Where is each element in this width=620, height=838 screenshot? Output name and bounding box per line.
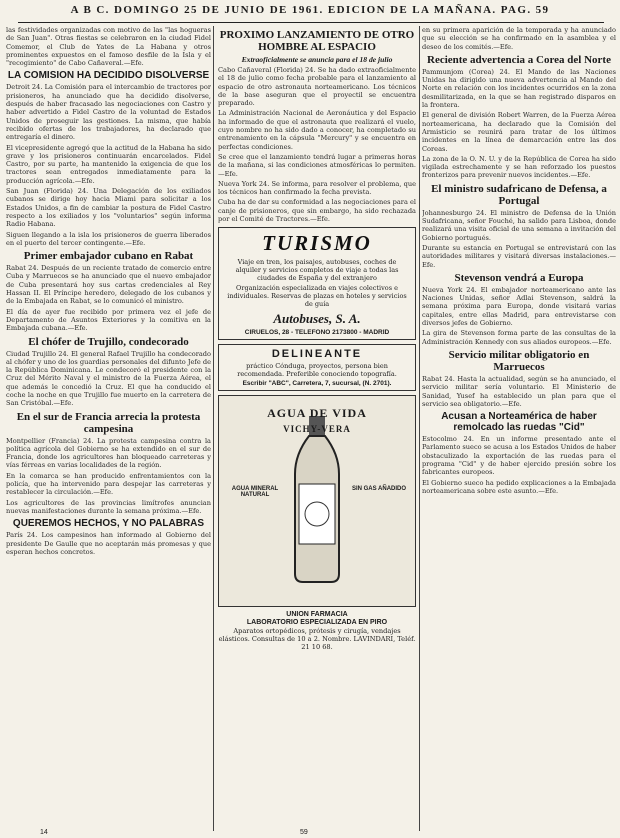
headline: Primer embajador cubano en Rabat: [23, 250, 194, 263]
article-paragraph: El general de división Robert Warren, de la Fuerza Aérea norteamericana, ha declarado que la Comisión del Armisticio se reunirá para tratar de los últimos incidentes en la línea de demarcación entre las dos Coreas.: [422, 111, 616, 153]
pharmacy-advertisement: [218, 611, 416, 651]
ad-side-text: SIN GAS AÑADIDO: [351, 486, 407, 493]
headline: Stevenson vendrá a Europa: [454, 271, 584, 284]
article-paragraph: Siguen llegando a la isla los prisioneros de guerra liberados en el puerto del tercer contingente.—Efe.: [6, 230, 211, 247]
article-paragraph: Montpellier (Francia) 24. La protesta campesina contra la política agrícola del Gobierno se ha extendido en el sur de Francia, donde los agricultores han bloqueado carreteras y vías férreas en varias localidades de la región.: [6, 436, 211, 470]
article-paragraph: Nueva York 24. Se informa, para resolver el problema, que los técnicos han confirmado la fecha prevista.: [218, 179, 416, 197]
article-paragraph: Se cree que el lanzamiento tendrá lugar a primeras horas de la mañana, si las condiciones atmosféricas lo permiten.—Efe.: [218, 152, 416, 178]
ad-brand: Autobuses, S. A.: [273, 311, 361, 327]
article-paragraph: Cuba ha de dar su conformidad a las negociaciones para el canje de prisioneros, que sin embargo, ha sido rechazada por el Comité de Tractores.—Efe.: [218, 198, 416, 224]
ad-title-line: AGUA DE VIDA: [267, 406, 367, 421]
article-paragraph: Durante su estancia en Portugal se entrevistará con las autoridades militares y visitará diversas instalaciones.—Efe.: [422, 243, 616, 269]
ad-side-text: AGUA MINERAL NATURAL: [231, 486, 279, 499]
article-paragraph: Estocolmo 24. En un informe presentado ante el Parlamento sueco se acusa a los Estados Unidos de haber obstaculizado la exportación de las ruedas para el programa "Cid" y de haber ejercido presión sobre los fabricantes europeos.: [422, 435, 616, 477]
mineral-water-advertisement: [218, 395, 416, 607]
article-paragraph: las festividades organizadas con motivo de las "las hogueras de San Juan". Otras fiestas se celebraron en la ciudad Fidel Comemor, el Club de Yates de La Habana y otros prominentes expuestos en el famoso desfile de la Isla y el "recogimiento" de Cabo Cañaveral.—Efe.: [6, 26, 211, 68]
article-paragraph: La zona de la O. N. U. y de la República de Corea ha sido vigilada estrechamente y se han reforzado los puestos fronterizos para prevenir nuevos incidentes.—Efe.: [422, 154, 616, 180]
article-paragraph: en su primera aparición de la temporada y ha anunciado que su elección se ha confirmado en la asamblea y el deseo de los comités.—Efe.: [422, 26, 616, 51]
article-paragraph: La Administración Nacional de Aeronáutica y del Espacio ha informado de que el astronauta que realizará el vuelo, cuyo nombre no ha sido dado a conocer, ha completado su entrenamiento en la cápsula "Mercury" y se encuentra en perfectas condiciones.: [218, 109, 416, 151]
page-header: A B C. DOMINGO 25 DE JUNIO DE 1961. EDICION DE LA MAÑANA. PAG. 59: [70, 4, 550, 16]
ad-subtitle: VICHY-VERA: [283, 424, 351, 435]
ad-text: práctico Cónduga, proyectos, persona bien recomendada. Preferible conociendo topografía.: [237, 362, 397, 379]
article-paragraph: Cabo Cañaveral (Florida) 24. Se ha dado extraoficialmente el 18 de julio como fecha probable para el lanzamiento al espacio de otro astronauta norteamericano. Los técnicos de la base aseguran que el proyectil se encuentra preparado.: [218, 66, 416, 108]
article-paragraph: San Juan (Florida) 24. Una Delegación de los exiliados cubanos se dirige hoy hacia Miami para solicitar a los Estados Unidos, a fin de cambiar la postura de Fidel Castro respecto a los exiliados y los "voluntarios" según informa Radio Habana.: [6, 187, 211, 229]
article-paragraph: Ciudad Trujillo 24. El general Rafael Trujillo ha condecorado al chófer y uno de los guardias personales del difunto Jefe de la República Dominicana. Le condecoró el presidente con la Cruz del Mérito Naval y el ministro de la Fuerza Aérea, el que además le concedió la Cruz. El que ha conducido el coche la noche en que Trujillo fue muerto en la carretera de San Cristóbal.—Efe.: [6, 349, 211, 408]
ad-text: Organización especializada en viajes colectivos e individuales. Reservas de plazas en hoteles y servicios de guía: [227, 284, 407, 309]
article-paragraph: La gira de Stevenson forma parte de las consultas de la Administración Kennedy con sus aliados europeos.—Efe.: [422, 329, 616, 346]
article-paragraph: El Gobierno sueco ha pedido explicaciones a la Embajada norteamericana sobre este asunto.—Efe.: [422, 478, 616, 495]
ad-text: Viaje en tren, los paisajes, autobuses, coches de alquiler y servicios completos de viaje a todas las ciudades de España y del extranjero: [235, 258, 399, 283]
article-paragraph: Detroit 24. La Comisión para el intercambio de tractores por prisioneros, ha anunciado que ha decidido disolverse, después de haber fracasado las negociaciones con Castro y haber advertido a Fidel Castro de la voluntad de Estados Unidos de proseguir las gestiones. La misma, que había recibido ofertas de los trabajadores, ha declarado que entregaría el dinero.: [6, 83, 211, 142]
headline: LA COMISION HA DECIDIDO DISOLVERSE: [7, 70, 210, 82]
column-right: [422, 26, 616, 836]
ad-subtitle: LABORATORIO ESPECIALIZADA EN PIRO: [246, 619, 388, 627]
footer-mark: 14: [40, 829, 48, 836]
article-paragraph: Pammunjom (Corea) 24. El Mando de las Naciones Unidas ha dirigido una nueva advertencia al Mando del Norte en relación con los incidentes ocurridos en la zona desmilitarizada, en la que se han registrado disparos en la frontera.: [422, 67, 616, 110]
headline: Servicio militar obligatorio en Marruecos: [448, 348, 590, 373]
article-paragraph: El día de ayer fue recibido por primera vez el jefe de Departamento de Asuntos Exteriores y la comitiva en la Embajada cubana.—Efe.: [6, 307, 211, 333]
article-paragraph: Los agricultores de las provincias limítrofes anuncian nuevas manifestaciones durante la semana próxima.—Efe.: [6, 498, 211, 515]
ad-text: Aparatos ortopédicos, prótesis y cirugía, vendajes elásticos. Consultas de 10 a 2. Nombre. LAVINDARI, Teléf. 21 10 68.: [218, 627, 416, 652]
headline: En el sur de Francia arrecia la protesta campesina: [16, 410, 201, 435]
travel-advertisement: [218, 227, 416, 340]
page-number: 59: [300, 829, 308, 836]
column-center: [218, 26, 416, 836]
column-divider: [419, 26, 420, 831]
ad-address: Escribir "ABC", Carretera, 7, sucursal, (N. 2701).: [242, 380, 392, 388]
headline: PROXIMO LANZAMIENTO DE OTRO HOMBRE AL ESPACIO: [219, 29, 415, 53]
headline: Reciente advertencia a Corea del Norte: [427, 53, 611, 66]
column-left: [6, 26, 211, 836]
column-divider: [213, 26, 214, 831]
job-advertisement: [218, 344, 416, 391]
bottle-icon: [287, 414, 347, 584]
article-paragraph: Johannesburgo 24. El ministro de Defensa de la Unión Sudafricana, señor Fouché, ha salido para Lisboa, donde realizará una visita oficial de una semana a invitación del Gobierno portugués.: [422, 208, 616, 242]
article-paragraph: En la comarca se han producido enfrentamientos con la policía, que ha intervenido para despejar las carreteras y restablecer la circulación.—Efe.: [6, 471, 211, 497]
headline: El chófer de Trujillo, condecorado: [28, 335, 189, 348]
headline: QUEREMOS HECHOS, Y NO PALABRAS: [12, 518, 205, 530]
article-paragraph: Rabat 24. Hasta la actualidad, según se ha anunciado, el servicio militar sería voluntario. El Ministerio de Sanidad, Yusef ha establecido un plan para que el servicio sea obligatorio.—Efe.: [422, 374, 616, 408]
ad-logo: TURISMO: [262, 231, 372, 256]
ad-address: CIRUELOS, 28 - TELEFONO 2173800 - MADRID: [244, 329, 390, 337]
article-paragraph: Rabat 24. Después de un reciente tratado de comercio entre Cuba y Marruecos se ha anunciado que el nuevo embajador de Cuba presentará hoy sus cartas credenciales al Rey Hassan II. El Príncipe heredero, delegado de los cubanos y de la Embajada en Rabat, se lo comunicó el ministro.: [6, 264, 211, 306]
headline: Acusan a Norteamérica de haber remolcado las ruedas "Cid": [441, 411, 597, 434]
ad-title: DELINEANTE: [271, 348, 363, 361]
article-paragraph: Nueva York 24. El embajador norteamericano ante las Naciones Unidas, señor Adlai Stevenson, saldrá la semana próxima para Europa, donde visitará varias capitales, entre ellas Madrid, para entrevistarse con diversos jefes de Gobierno.: [422, 285, 616, 328]
header-rule: [18, 22, 604, 23]
article-paragraph: París 24. Los campesinos han informado al Gobierno del presidente De Gaulle que no aceptarán más promesas y que esperan hechos concretos.: [6, 531, 211, 556]
ad-title: [229, 406, 405, 436]
article-paragraph: El vicepresidente agregó que la actitud de la Habana ha sido grave y los prisioneros continuarán encarcelados. Fidel Castro, por su parte, ha mantenido la exigencia de que los tractores sean entregados inmediatamente para la producción agrícola.—Efe.: [6, 143, 211, 185]
subheadline: Extraoficialmente se anuncia para el 18 de julio: [241, 55, 393, 64]
ad-title: UNION FARMACIA: [286, 611, 348, 619]
headline: El ministro sudafricano de Defensa, a Portugal: [431, 182, 607, 207]
